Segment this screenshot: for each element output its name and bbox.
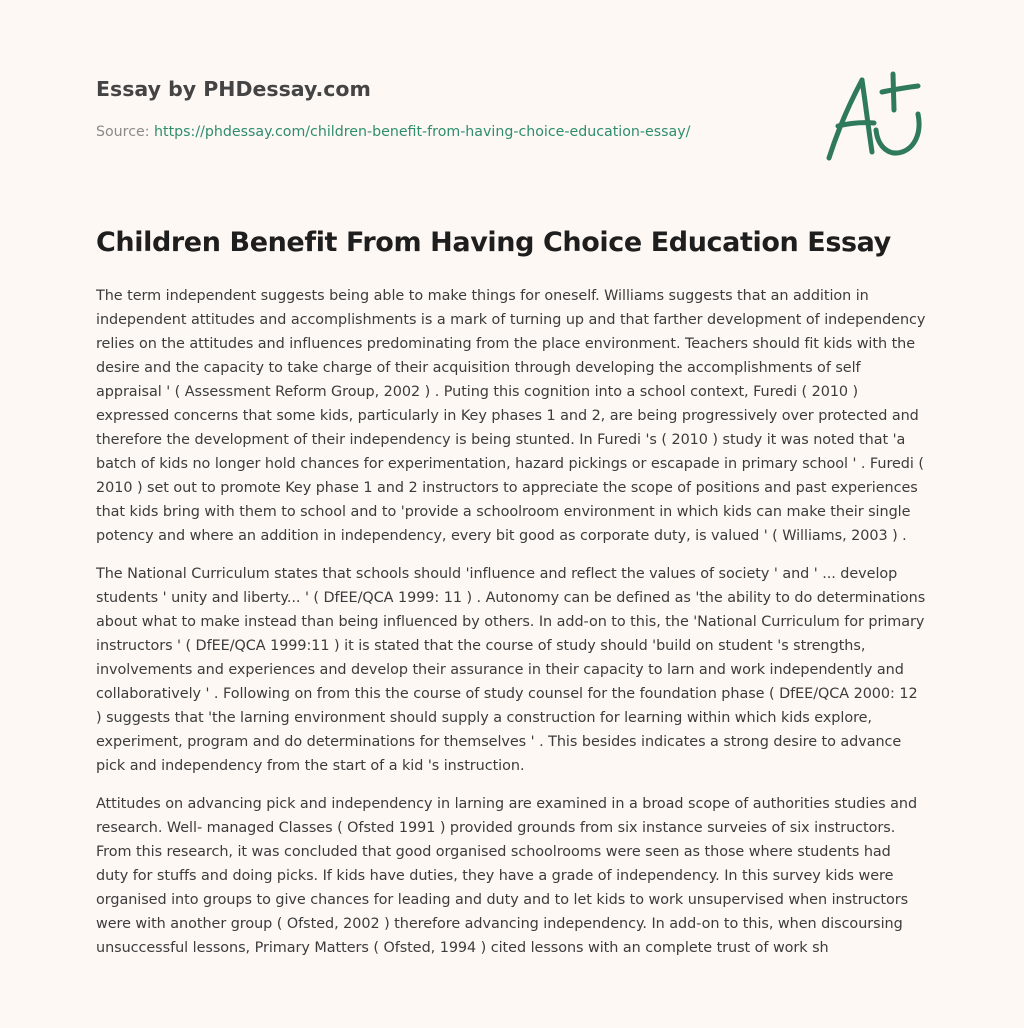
source-link[interactable]: https://phdessay.com/children-benefit-from-having-choice-education-essay/ <box>154 124 691 140</box>
a-plus-logo-icon <box>822 70 928 164</box>
essay-paragraph: The term independent suggests being able to make things for oneself. Williams suggests that an addition in independent attitudes and accomplishments is a mark of turning up and that farther development of independency relies on the attitudes and influences predominating from the place environment. Teachers should fit kids with the desire and the capacity to take charge of their acquisition through developing the accomplishments of self appraisal ' ( Assessment Reform Group, 2002 ) . Puting this cognition into a school context, Furedi ( 2010 ) expressed concerns that some kids, particularly in Key phases 1 and 2, are being progressively over protected and therefore the development of their independency is being stunted. In Furedi 's ( 2010 ) study it was noted that 'a batch of kids no longer hold chances for experimentation, hazard pickings or escapade in primary school ' . Furedi ( 2010 ) set out to promote Key phase 1 and 2 instructors to appreciate the scope of positions and past experiences that kids bring with them to school and to 'provide a schoolroom environment in which kids can make their single potency and where an addition in independency, every bit good as corporate duty, is valued ' ( Williams, 2003 ) . <box>96 288 926 544</box>
site-title: Essay by PHDessay.com <box>96 77 371 101</box>
essay-paragraph: The National Curriculum states that schools should 'influence and reflect the values of society ' and ' ... develop students ' unity and liberty... ' ( DfEE/QCA 1999: 11 ) . Autonomy can be defined as 'the ability to do determinations about what to make instead than being influenced by others. In add-on to this, the 'National Curriculum for primary instructors ' ( DfEE/QCA 1999:11 ) it is stated that the course of study should 'build on student 's strengths, involvements and experiences and develop their assurance in their capacity to larn and work independently and collaboratively ' . Following on from this the course of study counsel for the foundation phase ( DfEE/QCA 2000: 12 ) suggests that 'the larning environment should supply a construction for learning within which kids explore, experiment, program and do determinations for themselves ' . This besides indicates a strong desire to advance pick and independency from the start of a kid 's instruction. <box>96 566 926 774</box>
essay-title: Children Benefit From Having Choice Education Essay <box>96 227 891 258</box>
essay-paragraph: Attitudes on advancing pick and independency in larning are examined in a broad scope of authorities studies and research. Well- managed Classes ( Ofsted 1991 ) provided grounds from six instance surveies of six instructors. From this research, it was concluded that good organised schoolrooms were seen as those where students had duty for stuffs and doing picks. If kids have duties, they have a grade of independency. In this survey kids were organised into groups to give chances for leading and duty and to let kids to work unsupervised when instructors were with another group ( Ofsted, 2002 ) therefore advancing independency. In add-on to this, when discoursing unsuccessful lessons, Primary Matters ( Ofsted, 1994 ) cited lessons with an complete trust of work sh <box>96 796 918 956</box>
essay-body <box>96 284 926 974</box>
source-line <box>96 124 690 140</box>
source-label: Source: <box>96 124 155 140</box>
